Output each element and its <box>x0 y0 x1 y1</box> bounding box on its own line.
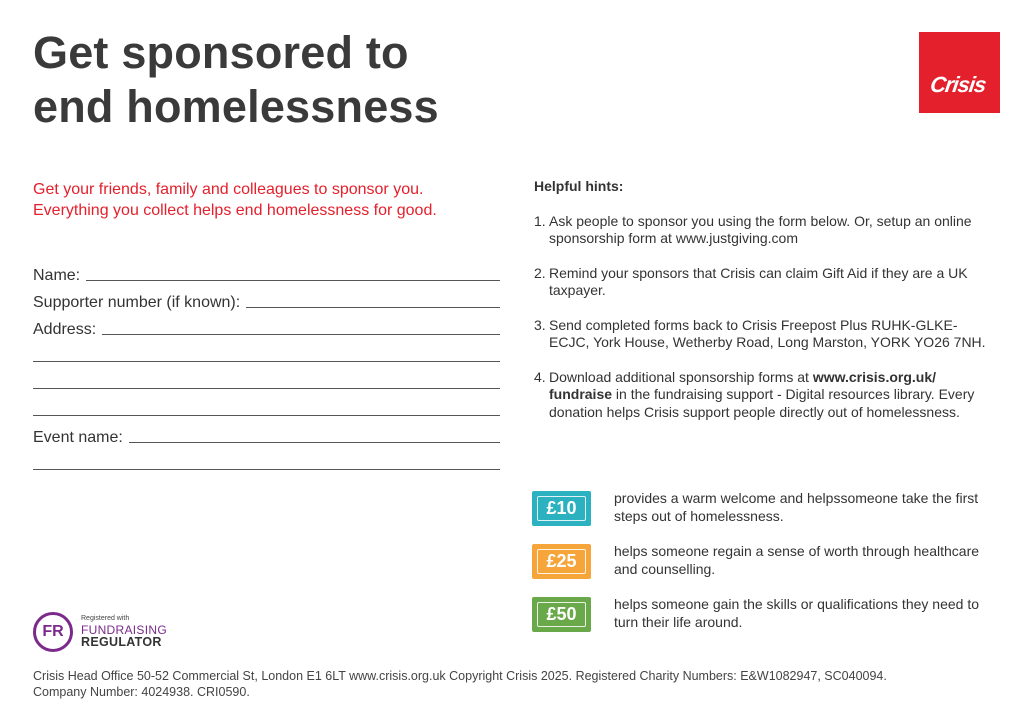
event-name-row-2 <box>33 448 500 475</box>
address-field-line-3[interactable] <box>33 388 500 389</box>
hint-text: Remind your sponsors that Crisis can claim Gift Aid if they are a UK taxpayer. <box>549 264 968 298</box>
donation-description: provides a warm welcome and helpssomeone take the first steps out of homelessness. <box>614 490 979 524</box>
hint-text-post: in the fundraising support - Digital resources library. Every donation helps Crisis support people directly out of homelessness. <box>549 386 975 420</box>
regulator-line-2: REGULATOR <box>81 635 162 650</box>
footer-line-2: Company Number: 4024938. CRI0590. <box>33 685 250 699</box>
hint-number: 2. <box>534 264 546 281</box>
name-row <box>33 259 500 286</box>
title-line-1: Get sponsored to <box>33 27 409 78</box>
hints-heading: Helpful hints: <box>534 178 624 194</box>
hint-number: 3. <box>534 316 546 333</box>
donation-item <box>532 543 1002 596</box>
event-name-field-line-2[interactable] <box>33 469 500 470</box>
address-row <box>33 313 500 340</box>
address-field-line-2[interactable] <box>33 361 500 362</box>
regulator-line-1: FUNDRAISING <box>81 623 167 638</box>
sponsor-details-form <box>33 259 500 475</box>
hint-text: Send completed forms back to Crisis Freepost Plus RUHK-GLKE-ECJC, York House, Wetherby Road, Long Marston, YORK YO26 7NH. <box>549 316 986 350</box>
donation-description: helps someone regain a sense of worth through healthcare and counselling. <box>614 543 980 577</box>
page-title <box>33 26 593 134</box>
address-row-2 <box>33 340 500 367</box>
donation-description: helps someone gain the skills or qualifications they need to turn their life around. <box>614 596 979 630</box>
hint-text <box>549 369 994 422</box>
footer <box>33 668 993 700</box>
address-label: Address: <box>33 321 97 338</box>
event-name-row <box>33 421 500 448</box>
footer-line-1: Crisis Head Office 50-52 Commercial St, London E1 6LT www.crisis.org.uk Copyright Crisis 2025. Registered Charity Numbers: E&W1082947, SC040094. <box>33 669 887 683</box>
crisis-logo <box>919 32 1000 113</box>
fundraising-regulator-logo <box>33 612 167 652</box>
name-label: Name: <box>33 267 81 284</box>
supporter-number-label: Supporter number (if known): <box>33 294 241 311</box>
donation-item <box>532 490 1002 543</box>
intro-text <box>33 179 513 221</box>
address-field-line-1[interactable] <box>102 334 500 335</box>
address-row-3 <box>33 367 500 394</box>
fundraise-link[interactable]: www.crisis.org.uk/ fundraise <box>549 368 936 402</box>
hint-number: 1. <box>534 212 546 229</box>
hint-item <box>534 265 994 300</box>
intro-line-1: Get your friends, family and colleagues to sponsor you. <box>33 181 424 198</box>
supporter-number-row <box>33 286 500 313</box>
ten-pound-note-icon <box>532 491 591 526</box>
hint-text: Ask people to sponsor you using the form below. Or, setup an online sponsorship form at www.justgiving.com <box>549 212 972 246</box>
donation-item <box>532 596 1002 649</box>
donation-amount: £25 <box>546 551 577 571</box>
fr-badge-icon: FR <box>33 612 73 652</box>
regulator-registered-with: Registered with <box>81 615 130 623</box>
event-name-field[interactable] <box>129 442 500 443</box>
crisis-logo-text: Crisis <box>928 71 988 97</box>
hint-item <box>534 369 994 422</box>
supporter-number-field[interactable] <box>246 307 500 308</box>
event-name-label: Event name: <box>33 429 123 446</box>
fifty-pound-note-icon <box>532 597 591 632</box>
hint-number: 4. <box>534 368 546 385</box>
helpful-hints <box>534 178 994 438</box>
address-field-line-4[interactable] <box>33 415 500 416</box>
address-row-4 <box>33 394 500 421</box>
hint-item <box>534 213 994 248</box>
name-field[interactable] <box>86 280 500 281</box>
regulator-text <box>81 615 167 649</box>
donation-impact-list <box>532 490 1002 649</box>
title-line-2: end homelessness <box>33 81 439 132</box>
hint-item <box>534 317 994 352</box>
twenty-five-pound-note-icon <box>532 544 591 579</box>
intro-line-2: Everything you collect helps end homelessness for good. <box>33 202 437 219</box>
donation-amount: £50 <box>546 604 577 624</box>
donation-amount: £10 <box>546 498 577 518</box>
hint-text-pre: Download additional sponsorship forms at <box>549 368 813 385</box>
